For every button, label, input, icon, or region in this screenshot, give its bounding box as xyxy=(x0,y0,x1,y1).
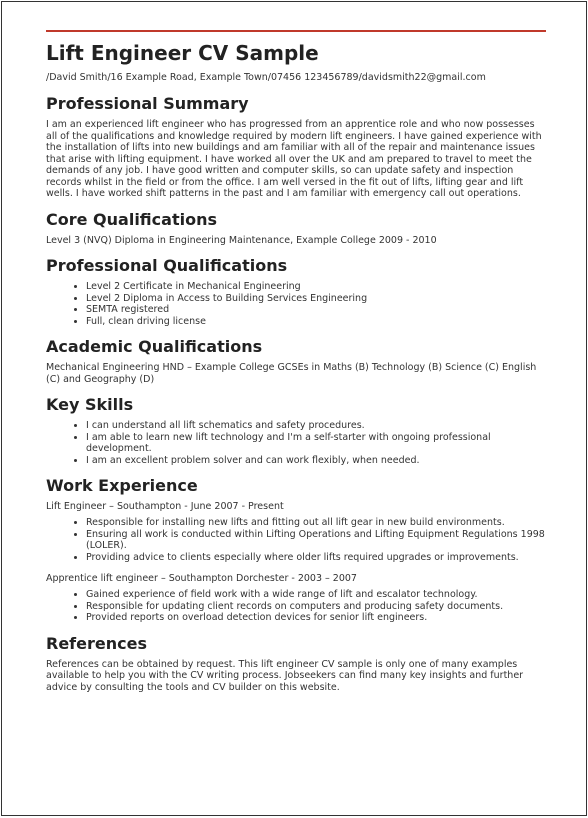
job-title: Lift Engineer – Southampton - June 2007 - Present xyxy=(46,501,284,512)
references-text: References can be obtained by request. This lift engineer CV sample is only one of many examples available to help you with the CV writing process. Jobseekers can find many key insights and further advice by consulting the tools and CV builder on this website. xyxy=(46,658,524,693)
contact-line: /David Smith/16 Example Road, Example Town/07456 123456789/davidsmith22@gmail.com xyxy=(46,72,486,83)
list-item: • Full, clean driving license xyxy=(86,316,546,328)
section-heading: Professional Summary xyxy=(46,94,249,113)
job-title: Apprentice lift engineer – Southampton Dorchester - 2003 – 2007 xyxy=(46,573,357,584)
list-item: • Level 2 Certificate in Mechanical Engineering xyxy=(86,281,546,293)
section-core-qualifications xyxy=(46,210,546,247)
job-duties-list xyxy=(46,517,546,563)
job-entry xyxy=(46,573,546,624)
section-key-skills xyxy=(46,395,546,466)
list-item: • Ensuring all work is conducted within Lifting Operations and Lifting Equipment Regulations 1998 (LOLER). xyxy=(86,529,546,552)
top-rule xyxy=(46,30,546,32)
cv-page xyxy=(1,1,587,816)
key-skills-list xyxy=(46,420,546,466)
list-item: • I am able to learn new lift technology and I'm a self-starter with ongoing professional development. xyxy=(86,432,546,455)
section-heading: Work Experience xyxy=(46,476,198,495)
section-heading: Professional Qualifications xyxy=(46,256,288,275)
section-professional-qualifications xyxy=(46,256,546,327)
section-work-experience xyxy=(46,476,546,624)
section-references xyxy=(46,634,546,694)
list-item: • Responsible for updating client records on computers and producing safety documents. xyxy=(86,601,546,613)
professional-qualifications-list xyxy=(46,281,546,327)
section-heading: Academic Qualifications xyxy=(46,337,263,356)
list-item: • I can understand all lift schematics and safety procedures. xyxy=(86,420,546,432)
list-item: • Gained experience of field work with a wide range of lift and escalator technology. xyxy=(86,589,546,601)
list-item: • Providing advice to clients especially where older lifts required upgrades or improvements. xyxy=(86,552,546,564)
list-item: • Responsible for installing new lifts and fitting out all lift gear in new build environments. xyxy=(86,517,546,529)
section-professional-summary xyxy=(46,94,546,200)
cv-content xyxy=(46,40,546,693)
list-item: • Provided reports on overload detection devices for senior lift engineers. xyxy=(86,612,546,624)
list-item: • Level 2 Diploma in Access to Building Services Engineering xyxy=(86,293,546,305)
list-item: • I am an excellent problem solver and can work flexibly, when needed. xyxy=(86,455,546,467)
page-title: Lift Engineer CV Sample xyxy=(46,41,319,65)
summary-text: I am an experienced lift engineer who has progressed from an apprentice role and who now possesses all of the qualifications and knowledge required by modern lift engineers. I have gained experience with the installation of lifts into new buildings and am familiar with all of the repair and maintenance issues that arise with lifting equipment. I have worked all over the UK and am prepared to travel to meet the demands of any job. I have good written and computer skills, so can update safety and inspection records whilst in the field or from the office. I am well versed in the fit out of lifts, lifting gear and lift wells. I have worked shift patterns in the past and I am familiar with emergency call out operations. xyxy=(46,119,542,199)
academic-qualification-text: Mechanical Engineering HND – Example College GCSEs in Maths (B) Technology (B) Science (C) English (C) and Geography (D) xyxy=(46,362,537,385)
section-heading: References xyxy=(46,633,147,653)
section-heading: Key Skills xyxy=(46,395,134,414)
core-qualification-text: Level 3 (NVQ) Diploma in Engineering Maintenance, Example College 2009 - 2010 xyxy=(46,234,437,246)
list-item: • SEMTA registered xyxy=(86,304,546,316)
section-academic-qualifications xyxy=(46,337,546,385)
job-duties-list xyxy=(46,589,546,624)
section-heading: Core Qualifications xyxy=(46,209,217,229)
job-entry xyxy=(46,501,546,563)
